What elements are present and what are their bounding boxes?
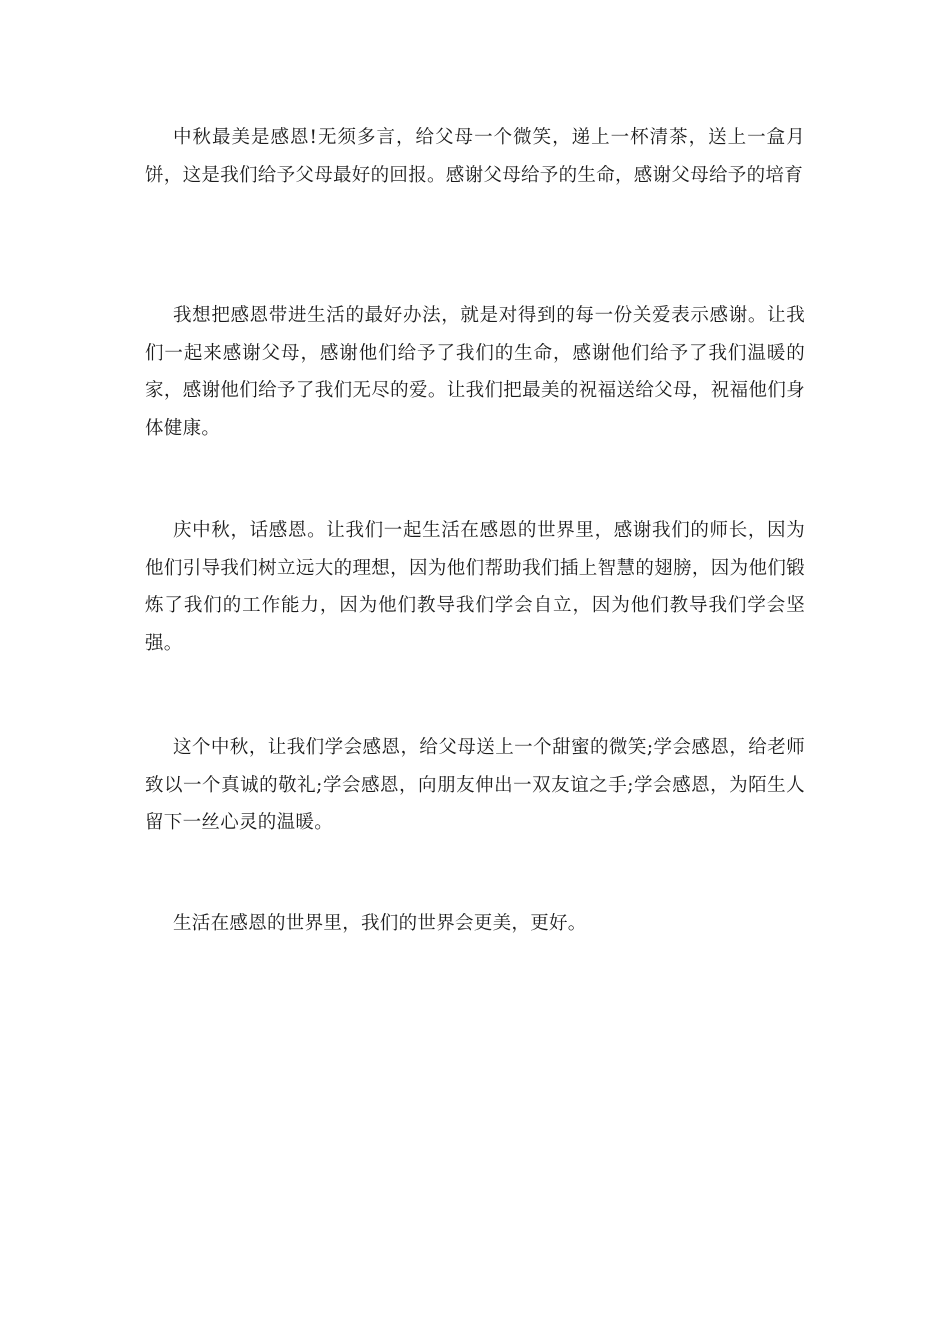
paragraph-5: 生活在感恩的世界里，我们的世界会更美，更好。 — [173, 913, 587, 934]
paragraph-2: 我想把感恩带进生活的最好办法，就是对得到的每一份关爱表示感谢。让我们一起来感谢父母，感谢他们给予了我们的生命，感谢他们给予了我们温暖的家，感谢他们给予了我们无尽的爱。让我们把最美的祝福送给父母，祝福他们身体健康。 — [145, 305, 805, 439]
paragraph-4: 这个中秋，让我们学会感恩，给父母送上一个甜蜜的微笑;学会感恩，给老师致以一个真诚的敬礼;学会感恩，向朋友伸出一双友谊之手;学会感恩，为陌生人留下一丝心灵的温暖。 — [145, 737, 805, 833]
paragraph-3: 庆中秋，话感恩。让我们一起生活在感恩的世界里，感谢我们的师长，因为他们引导我们树立远大的理想，因为他们帮助我们插上智慧的翅膀，因为他们锻炼了我们的工作能力，因为他们教导我们学会自立，因为他们教导我们学会坚强。 — [145, 520, 805, 654]
paragraph-1: 中秋最美是感恩!无须多言，给父母一个微笑，递上一杯清茶，送上一盒月饼，这是我们给予父母最好的回报。感谢父母给予的生命，感谢父母给予的培育 — [145, 127, 805, 186]
